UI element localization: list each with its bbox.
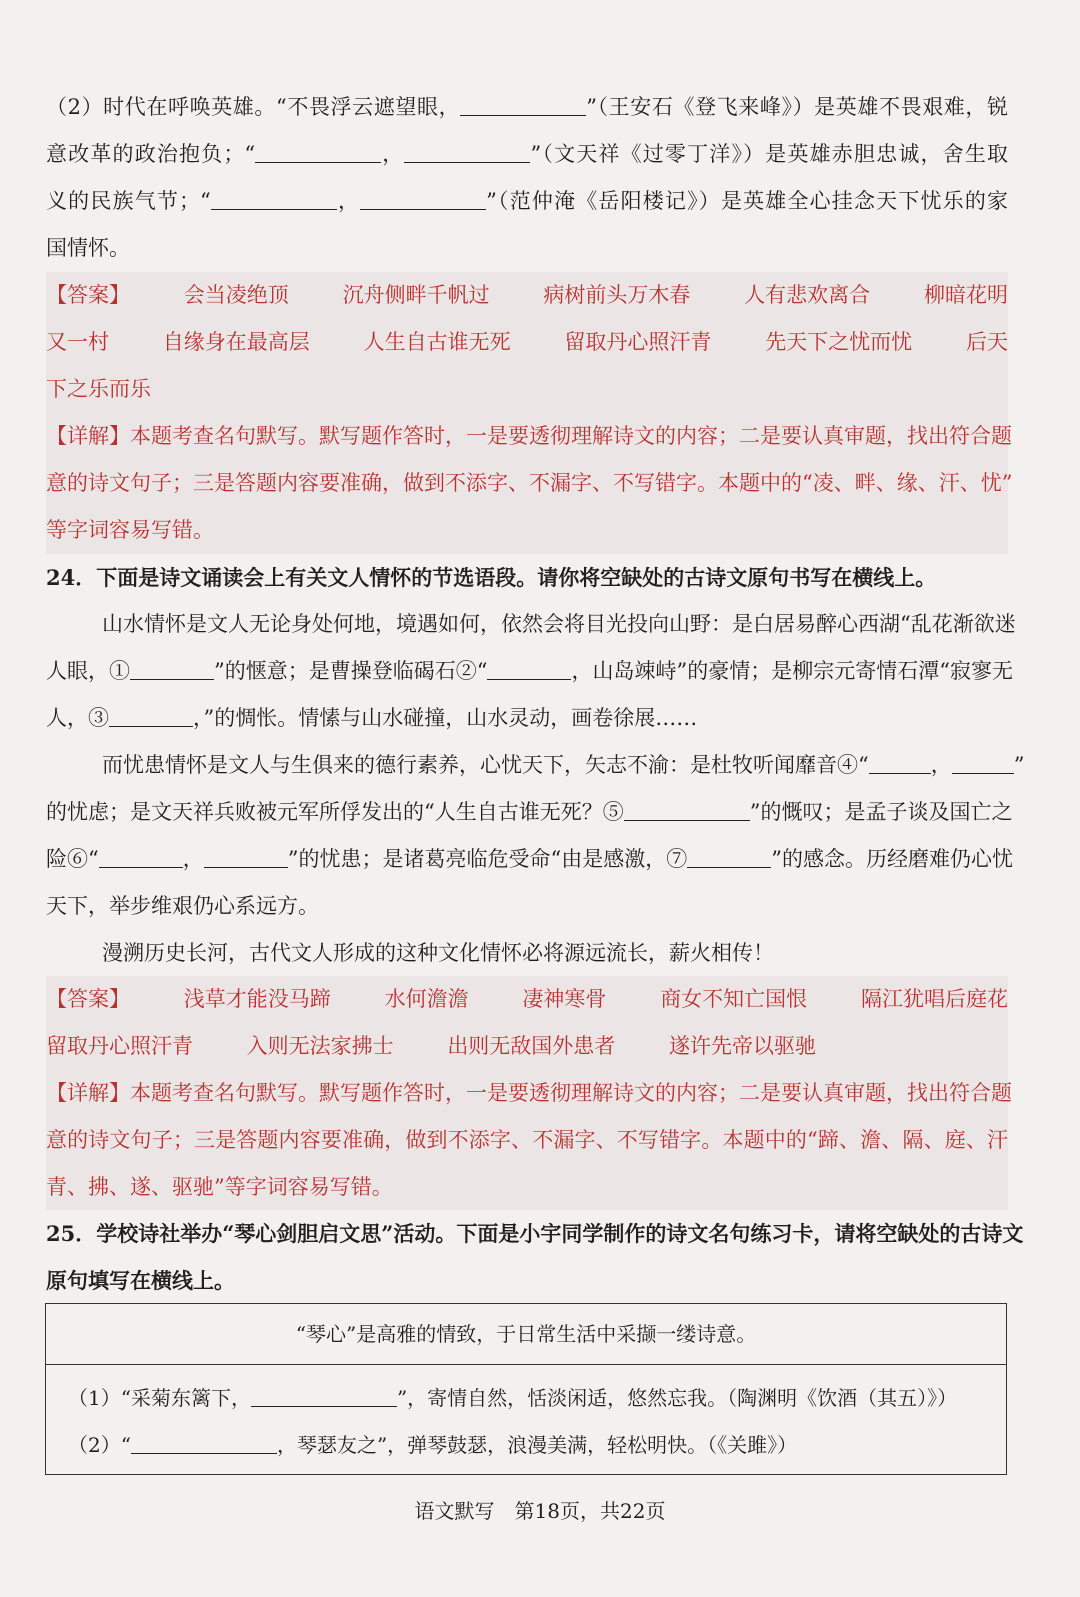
text-line: 山水情怀是文人无论身处何地，境遇如何，依然会将目光投向山野：是白居易醉心西湖“乱花渐欲迷 <box>102 612 1016 636</box>
detail-line: 青、拂、遂、驱驰”等字词容易写错。 <box>46 1175 393 1199</box>
answer-item: 商女不知亡国恨 <box>660 987 808 1011</box>
text-fragment: ”的忧患；是诸葛亮临危受命“由是感激，⑦ <box>287 847 688 871</box>
text-line <box>46 695 1008 742</box>
practice-card <box>45 1303 1007 1475</box>
answer-item: 隔江犹唱后庭花 <box>860 987 1008 1011</box>
answer-item: 浅草才能没马蹄 <box>183 987 331 1011</box>
answer-item: 水何澹澹 <box>384 987 469 1011</box>
blank-line[interactable] <box>487 657 571 680</box>
text-fragment: ， <box>182 847 204 871</box>
text-fragment: ”的惬意；是曹操登临碣石②“ <box>214 659 488 683</box>
answer-item: 病树前头万木春 <box>543 283 691 307</box>
detail-line: 意的诗文句子；三是答题内容要准确，做到不添字、不漏字、不写错字。本题中的“凌、畔、缘、汗、忧” <box>46 471 1013 495</box>
answer-label: 【答案】 <box>46 987 130 1011</box>
blank-line[interactable] <box>131 1431 277 1454</box>
blank-line[interactable] <box>204 845 288 868</box>
text-line: 国情怀。 <box>46 236 130 260</box>
text-line: 天下，举步维艰仍心系远方。 <box>46 894 319 918</box>
question-24 <box>46 554 1025 977</box>
text-fragment: （2）“ <box>68 1433 131 1457</box>
text-line <box>46 84 1008 131</box>
answer-item: 会当凌绝顶 <box>183 283 289 307</box>
text-fragment: ”的慨叹；是孟子谈及国亡之 <box>749 800 1013 824</box>
text-fragment: 义的民族气节；“ <box>46 189 211 213</box>
blank-line[interactable] <box>869 751 931 774</box>
question-title: 25．学校诗社举办“琴心剑胆启文思”活动。下面是小宇同学制作的诗文名句练习卡，请将空缺处的古诗文 <box>46 1221 1024 1246</box>
text-fragment: ”的感念。历经磨难仍心忧 <box>771 847 1013 871</box>
blank-line[interactable] <box>687 845 771 868</box>
text-fragment: ”（文天祥《过零丁洋》）是英雄赤胆忠诚，舍生取 <box>530 142 1009 166</box>
text-fragment: ”（范仲淹《岳阳楼记》）是英雄全心挂念天下忧乐的家 <box>486 189 1009 213</box>
text-line <box>46 742 1025 789</box>
blank-line[interactable] <box>211 187 337 210</box>
blank-line[interactable] <box>360 187 486 210</box>
text-line <box>46 648 1013 695</box>
blank-line[interactable] <box>952 751 1014 774</box>
question-25 <box>46 1210 1024 1304</box>
question-title: 24．下面是诗文诵读会上有关文人情怀的节选语段。请你将空缺处的古诗文原句书写在横线上。 <box>46 565 937 590</box>
text-fragment: 而忧患情怀是文人与生俱来的德行素养，心忧天下，矢志不渝：是杜牧听闻靡音④“ <box>102 753 869 777</box>
answer-item: 先天下之忧而忧 <box>765 330 913 354</box>
detail-line <box>46 1070 1012 1117</box>
question-23-part-2 <box>46 84 1008 272</box>
answer-item: 人生自古谁无死 <box>363 330 511 354</box>
text-fragment: ， <box>930 753 952 777</box>
detail-label: 【详解】 <box>46 1081 130 1105</box>
text-fragment: ， <box>381 142 405 166</box>
answer-item: 入则无法家拂士 <box>246 1034 394 1058</box>
answer-item: 遂许先帝以驱驰 <box>668 1034 816 1058</box>
text-line <box>46 131 1008 178</box>
blank-line[interactable] <box>404 140 530 163</box>
answer-item: 出则无敌国外患者 <box>447 1034 616 1058</box>
text-fragment: ，”的惆怅。情愫与山水碰撞，山水灵动，画卷徐展…… <box>193 706 698 730</box>
detail-text: 本题考查名句默写。默写题作答时，一是要透彻理解诗文的内容；二是要认真审题，找出符合题 <box>130 424 1012 448</box>
question-title: 原句填写在横线上。 <box>46 1268 235 1293</box>
answer-row <box>46 272 1008 319</box>
answer-row <box>46 976 1008 1023</box>
blank-line[interactable] <box>460 93 586 116</box>
text-fragment: （2）时代在呼唤英雄。“不畏浮云遮望眼， <box>46 95 461 119</box>
text-fragment: ，山岛竦峙”的豪情；是柳宗元寄情石潭“寂寥无 <box>571 659 1013 683</box>
answer-item: 凄神寒骨 <box>522 987 607 1011</box>
answer-item: 沉舟侧畔千帆过 <box>342 283 490 307</box>
text-line <box>46 178 1008 225</box>
answer-row <box>46 1023 816 1070</box>
blank-line[interactable] <box>109 704 193 727</box>
text-fragment: （1）“采菊东篱下， <box>68 1386 251 1410</box>
text-line: 漫溯历史长河，古代文人形成的这种文化情怀必将源远流长，薪火相传！ <box>102 941 774 965</box>
answer-item: 自缘身在最高层 <box>162 330 310 354</box>
text-line <box>46 789 1013 836</box>
blank-line[interactable] <box>255 140 381 163</box>
answer-item: 后天 <box>965 330 1008 354</box>
text-fragment: 人，③ <box>46 706 109 730</box>
page-footer: 语文默写 第18页，共22页 <box>414 1499 666 1523</box>
answer-row <box>46 319 1008 366</box>
text-fragment: 险⑥“ <box>46 847 99 871</box>
answer-item: 留取丹心照汗青 <box>46 1034 193 1058</box>
text-line <box>46 836 1013 883</box>
answer-item: 人有悲欢离合 <box>744 283 871 307</box>
answer-item: 又一村 <box>46 330 109 354</box>
detail-text: 本题考查名句默写。默写题作答时，一是要透彻理解诗文的内容；二是要认真审题，找出符合题 <box>130 1081 1012 1105</box>
card-item <box>68 1375 1006 1422</box>
detail-label: 【详解】 <box>46 424 130 448</box>
text-fragment: ” <box>1013 753 1025 777</box>
card-body <box>46 1365 1006 1469</box>
text-fragment: 的忧虑；是文天祥兵败被元军所俘发出的“人生自古谁无死？⑤ <box>46 800 624 824</box>
answer-block-1 <box>46 272 1013 554</box>
blank-line[interactable] <box>251 1384 397 1407</box>
detail-line <box>46 413 1012 460</box>
blank-line[interactable] <box>99 845 183 868</box>
detail-line: 等字词容易写错。 <box>46 518 214 542</box>
text-fragment: 意改革的政治抱负；“ <box>46 142 256 166</box>
text-fragment: ”（王安石《登飞来峰》）是英雄不畏艰难，锐 <box>586 95 1008 119</box>
text-fragment: ， <box>336 189 361 213</box>
answer-block-2 <box>46 976 1012 1210</box>
answer-label: 【答案】 <box>46 283 130 307</box>
text-fragment: ”，寄情自然，恬淡闲适，悠然忘我。（陶渊明《饮酒（其五）》） <box>396 1386 958 1410</box>
blank-line[interactable] <box>624 798 750 821</box>
text-fragment: ，琴瑟友之”，弹琴鼓瑟，浪漫美满，轻松明快。（《关雎》） <box>276 1433 798 1457</box>
card-heading: “琴心”是高雅的情致，于日常生活中采撷一缕诗意。 <box>46 1304 1006 1365</box>
answer-item: 留取丹心照汗青 <box>564 330 712 354</box>
blank-line[interactable] <box>130 657 214 680</box>
card-item <box>68 1422 1006 1469</box>
answer-row: 下之乐而乐 <box>46 377 151 401</box>
answer-item: 柳暗花明 <box>923 283 1008 307</box>
text-fragment: 人眼，① <box>46 659 130 683</box>
detail-line: 意的诗文句子；三是答题内容要准确，做到不添字、不漏字、不写错字。本题中的“蹄、澹、隔、庭、汗 <box>46 1128 1008 1152</box>
